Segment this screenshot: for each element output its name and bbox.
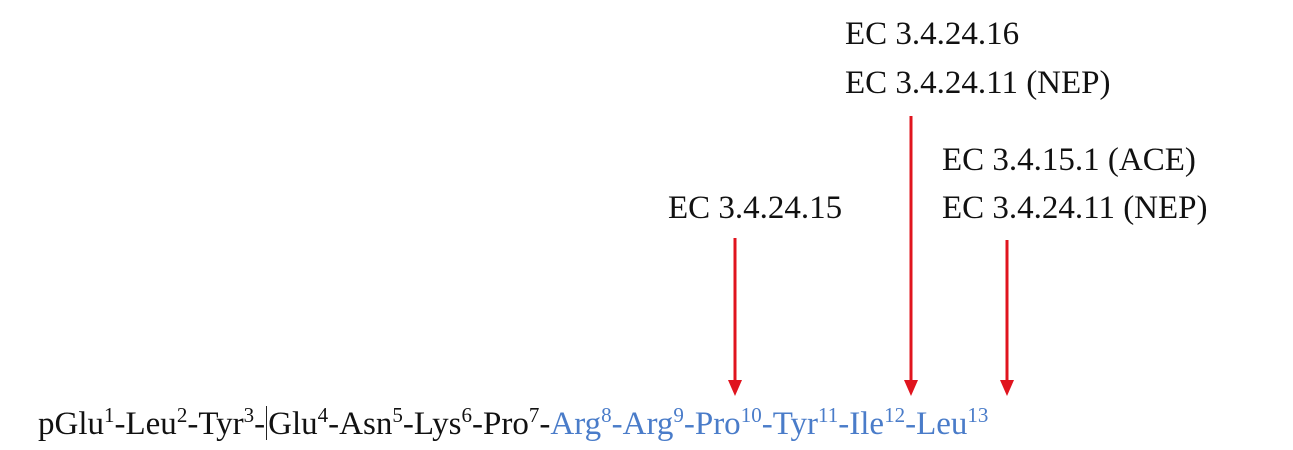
enzyme-label-ec-3-4-24-11-nep-right: EC 3.4.24.11 (NEP)	[942, 190, 1208, 226]
residue	[268, 403, 340, 442]
cleavage-marker	[266, 406, 267, 440]
residue-number: 8	[601, 403, 612, 427]
residue-number: 7	[528, 403, 540, 427]
residue-name: Leu	[916, 406, 968, 442]
cleavage-arrow-site-b	[903, 116, 919, 398]
residue	[550, 403, 623, 442]
residue-separator: -	[472, 406, 484, 442]
residue-name: Asn	[339, 406, 393, 442]
residue-number: 4	[317, 403, 329, 427]
residue-name: Ile	[849, 406, 885, 442]
residue-name: Glu	[268, 406, 318, 442]
residue-name: Lys	[413, 406, 462, 442]
residue	[125, 403, 199, 442]
residue-number: 2	[176, 403, 188, 427]
residue-number: 6	[461, 403, 473, 427]
residue-number: 3	[243, 403, 255, 427]
residue-separator: -	[838, 406, 850, 442]
residue-name: Arg	[622, 406, 674, 442]
residue	[622, 403, 695, 442]
residue	[772, 403, 850, 442]
cleavage-arrow-site-c	[999, 240, 1015, 398]
peptide-sequence	[38, 402, 988, 446]
residue-separator: -	[611, 406, 623, 442]
residue	[339, 403, 414, 442]
residue-separator: -	[683, 406, 695, 442]
residue-separator: -	[402, 406, 414, 442]
residue-separator: -	[761, 406, 773, 442]
enzyme-label-ec-3-4-15-1-ace: EC 3.4.15.1 (ACE)	[942, 142, 1196, 178]
residue-name: Arg	[550, 406, 602, 442]
residue-separator: -	[187, 406, 199, 442]
residue-number: 13	[967, 403, 989, 427]
residue-name: Leu	[125, 406, 177, 442]
residue-name: pGlu	[38, 406, 104, 442]
enzyme-label-ec-3-4-24-11-nep-top: EC 3.4.24.11 (NEP)	[845, 65, 1111, 101]
residue	[413, 403, 484, 442]
residue-separator: -	[114, 406, 126, 442]
residue-name: Pro	[483, 406, 529, 442]
residue-number: 10	[740, 403, 762, 427]
residue-number: 1	[104, 403, 115, 427]
enzyme-label-ec-3-4-24-16: EC 3.4.24.16	[845, 16, 1020, 52]
residue-number: 12	[884, 403, 906, 427]
residue-separator: -	[254, 406, 266, 442]
residue	[38, 403, 126, 442]
residue-number: 9	[673, 403, 684, 427]
residue	[694, 403, 773, 442]
residue-name: Pro	[694, 406, 741, 442]
residue	[916, 403, 989, 442]
residue-number: 5	[392, 403, 403, 427]
enzyme-label-ec-3-4-24-15: EC 3.4.24.15	[668, 190, 843, 226]
cleavage-arrow-site-a	[727, 238, 743, 398]
residue	[198, 403, 266, 442]
residue	[849, 403, 917, 442]
residue-name: Tyr	[772, 406, 819, 442]
residue-number: 11	[818, 403, 839, 427]
residue-separator: -	[539, 406, 551, 442]
residue-name: Tyr	[198, 406, 244, 442]
residue-separator: -	[328, 406, 340, 442]
residue-separator: -	[905, 406, 917, 442]
residue	[483, 403, 551, 442]
